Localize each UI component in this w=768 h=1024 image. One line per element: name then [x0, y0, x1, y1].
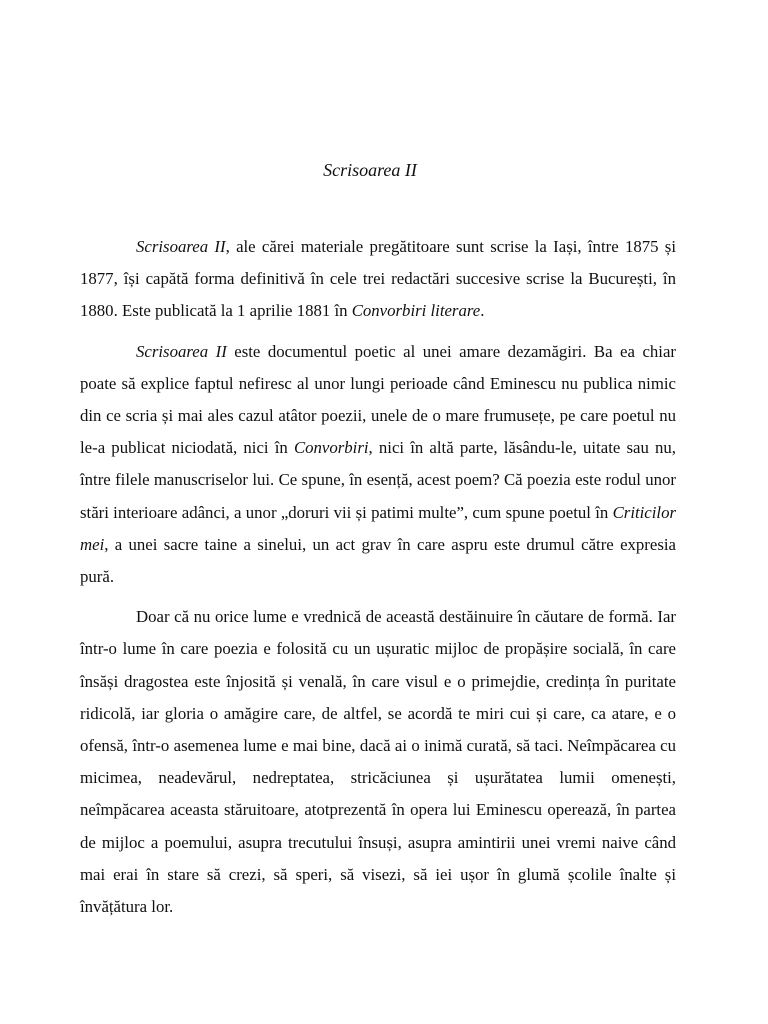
italic-text: Scrisoarea II	[136, 341, 227, 361]
text-segment: , nici în altă parte, lăsându-le, uitate sau nu, între filele manuscriselor lui. Ce spune, în esență, acest poem? Că poezia este rodul unor stări interioare adânci, a unor „doruri vii și patimi multe”, cum spune poetul în	[80, 438, 676, 522]
text-segment: .	[480, 301, 485, 321]
document-title: Scrisoarea II	[323, 160, 417, 180]
paragraph	[80, 336, 676, 594]
document-body	[80, 231, 676, 931]
text-segment: , a unei sacre taine a sinelui, un act grav în care aspru este drumul către expresia pură.	[80, 534, 676, 587]
italic-text: Convorbiri	[293, 438, 369, 458]
italic-text: Convorbiri literare	[351, 301, 481, 321]
text-segment: Doar că nu orice lume e vrednică de această destăinuire în căutare de formă. Iar într-o lume în care poezia e folosită cu un ușuratic mijloc de propășire socială, în care însăși dragostea este înjosită și venală, în care visul e o primejdie, credința în puritate ridicolă, iar gloria o amăgire care, de altfel, se acordă te miri cui și care, ca atare, e o ofensă, într-o asemenea lume e mai bine, dacă ai o inimă curată, să taci. Neîmpăcarea cu micimea, neadevărul, nedreptatea, stricăciunea și ușurătatea lumii omenești, neîmpăcarea aceasta stăruitoare, atotprezentă în opera lui Eminescu operează, în partea de mijloc a poemului, asupra trecutului însuși, asupra amintirii unei vremi naive când mai erai în stare să crezi, să speri, să visezi, să iei ușor în glumă școlile înalte și învățătura lor.	[80, 607, 676, 917]
paragraph	[80, 601, 676, 923]
text-segment: , ale cărei materiale pregătitoare sunt scrise la Iași, între 1875 și 1877, își capătă forma definitivă în cele trei redactări succesive scrise la București, în 1880. Este publicată la 1 aprilie 1881 în	[80, 237, 676, 321]
paragraph	[80, 231, 676, 328]
italic-text: Criticilor mei	[80, 502, 676, 554]
italic-text: Scrisoarea II	[136, 237, 226, 256]
text-segment: este documentul poetic al unei amare dezamăgiri. Ba ea chiar poate să explice faptul nefiresc al unor lungi perioade când Eminescu nu publica nimic din ce scria și mai ales cazul atâtor poezii, unele de o mare frumusețe, pe care poetul nu le-a publicat niciodată, nici în	[80, 341, 676, 458]
